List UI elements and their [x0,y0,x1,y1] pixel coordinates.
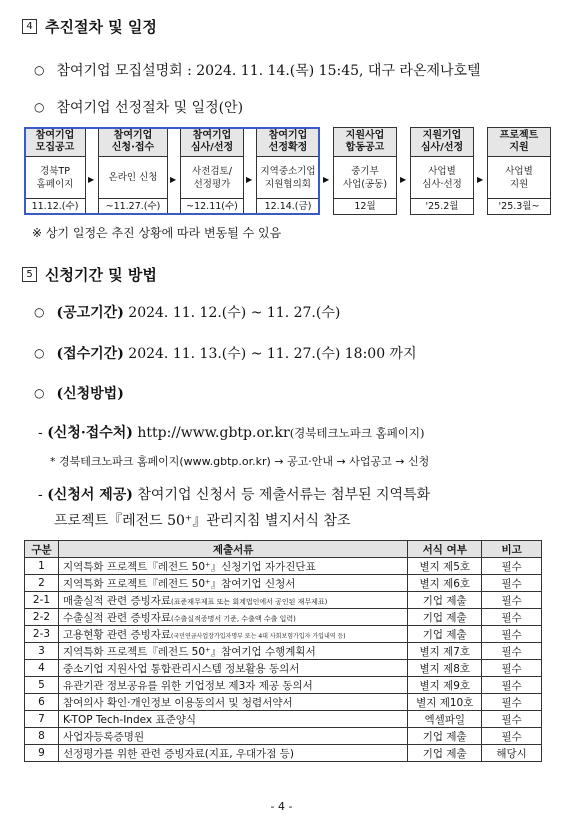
doc-note-small: (수출실적증명서 기준, 수출액 수출 입력) [171,614,296,623]
body-line2: 지원협의회 [265,178,311,190]
doc-note-small: (국민연금사업장가입자명부 또는 4대 사회보험가입자 가입내역 등) [171,632,346,640]
table-header-row [25,541,542,558]
circle-bullet: ○ [34,63,45,77]
head-line2: 신청·접수 [111,142,155,153]
receipt-period-text: 2024. 11. 13.(수) ~ 11. 27.(수) 18:00 까지 [128,346,417,362]
flow-step-date: 12.14.(금) [256,199,320,215]
flow-step-body [333,157,397,199]
schedule-text: 참여기업 선정절차 및 일정(안) [56,100,244,116]
flow-step-date: '25.3월~ [487,199,551,215]
cell-doc [58,728,407,745]
cell-form: 기업 제출 [408,626,482,643]
section-title: 신청기간 및 방법 [45,266,157,284]
head-line1: 참여기업 [268,130,308,141]
table-row [25,626,542,643]
flow-step [333,127,397,215]
bullet-receipt-period [34,343,417,363]
form-provision-line2: 프로젝트『레전드 50⁺』관리지침 별지서식 참조 [54,513,351,529]
bullet-briefing [34,60,481,80]
table-row [25,558,542,575]
header-no: 구분 [25,541,59,558]
flow-step-head [98,127,168,157]
flow-step [24,127,86,215]
table-row [25,728,542,745]
cell-form: 별지 제7호 [408,643,482,660]
doc-note-small: (표준재무제표 또는 회계법인에서 공인된 재무제표) [171,597,328,606]
table-row [25,575,542,592]
table-row [25,745,542,762]
doc-text: 수출실적 관련 증빙자료 [62,611,172,624]
triangle-right-icon: ▶ [88,175,95,184]
flow-step-date: ~12.11(수) [180,199,244,215]
flow-step-head [180,127,244,157]
head-line1: 지원기업 [422,130,462,141]
dash-receipt-place: - (신청·접수처) http://www.gbtp.or.kr(경북테크노파크 홈페이지) [38,425,425,441]
head-line1: 지원사업 [345,130,385,141]
cell-form: 별지 제10호 [408,694,482,711]
body-line1: 사전검토/ [192,165,232,177]
section-number-box: 5 [22,267,37,282]
body-line2: 지원 [509,178,529,190]
cell-doc [58,745,407,762]
section-5-heading [22,264,157,285]
flow-step-head [333,127,397,157]
cell-form: 엑셀파일 [408,711,482,728]
flow-step-date: ~11.27.(수) [98,199,168,215]
triangle-right-icon: ▶ [246,175,253,184]
body-line1: 경북TP [40,165,70,177]
receipt-place-suffix: (경북테크노파크 홈페이지) [289,426,425,440]
process-flow [24,127,554,215]
page-number: - 4 - [270,800,293,813]
bullet-application-method [34,383,124,403]
cell-note: 필수 [482,643,542,660]
body-line1: 중기부 [351,165,379,177]
flow-step [487,127,551,215]
section-title: 추진절차 및 일정 [45,18,157,36]
flow-step-body [487,157,551,199]
cell-form: 기업 제출 [408,745,482,762]
cell-no: 3 [25,643,59,660]
triangle-right-icon: ▶ [477,175,484,184]
table-row [25,592,542,609]
circle-bullet: ○ [34,100,45,114]
cell-note: 필수 [482,677,542,694]
cell-note: 필수 [482,626,542,643]
cell-note: 필수 [482,592,542,609]
receipt-period-label: (접수기간) [56,346,124,362]
cell-form: 별지 제5호 [408,558,482,575]
briefing-text: 참여기업 모집설명회 : 2024. 11. 14.(목) 15:45, 대구 라온제나호텔 [56,63,481,79]
cell-no: 2-3 [25,626,59,643]
flow-step-body [410,157,474,199]
body-line2: 선정평가 [193,178,231,190]
receipt-place-label: (신청·접수처) [47,425,133,441]
body-line1: 온라인 신청 [108,172,158,183]
doc-text: K-TOP Tech-Index 표준양식 [62,713,197,726]
dash-form-provision: - (신청서 제공) 참여기업 신청서 등 제출서류는 첨부된 지역특화 [38,487,431,503]
schedule-note: ※ 상기 일정은 추진 상황에 따라 변동될 수 있음 [32,226,282,240]
cell-doc [58,558,407,575]
circle-bullet: ○ [34,346,45,360]
head-line2: 선정확정 [268,142,308,153]
doc-text: 지역특화 프로젝트『레전드 50⁺』참여기업 신청서 [62,577,296,590]
body-line2: 사업(공동) [342,178,388,190]
cell-note: 필수 [482,728,542,745]
section-number-box: 4 [22,19,37,34]
head-line1: 참여기업 [192,130,232,141]
head-line2: 심사/선정 [190,142,234,153]
head-line1: 참여기업 [113,130,153,141]
cell-no: 5 [25,677,59,694]
cell-no: 6 [25,694,59,711]
flow-step-body [98,157,168,199]
cell-no: 2-2 [25,609,59,626]
flow-step [98,127,168,215]
head-line1: 참여기업 [35,130,75,141]
doc-text: 지역특화 프로젝트『레전드 50⁺』참여기업 수행계획서 [62,645,316,658]
doc-text: 선정평가를 위한 관련 증빙자료(지표, 우대가점 등) [62,747,295,760]
table-row [25,677,542,694]
header-note: 비고 [482,541,542,558]
application-method-label: (신청방법) [56,386,124,402]
cell-note: 필수 [482,694,542,711]
cell-doc [58,626,407,643]
flow-step [180,127,244,215]
circle-bullet: ○ [34,386,45,400]
body-line2: 홈페이지 [36,178,74,190]
table-row [25,643,542,660]
body-line2: 심사·선정 [422,178,462,190]
cell-no: 1 [25,558,59,575]
flow-step-body [256,157,320,199]
cell-no: 9 [25,745,59,762]
cell-form: 별지 제8호 [408,660,482,677]
body-line1: 지역중소기업 [260,165,316,177]
flow-step-head [487,127,551,157]
doc-text: 사업자등록증명원 [62,730,145,743]
body-line1: 사업별 [505,165,533,177]
head-line2: 심사/선정 [420,142,464,153]
cell-doc [58,592,407,609]
doc-text: 고용현황 관련 증빙자료 [62,628,172,641]
header-document: 제출서류 [58,541,407,558]
head-line2: 지원 [509,142,529,153]
doc-text: 유관기관 정보공유를 위한 기업정보 제3자 제공 동의서 [62,679,313,692]
cell-form: 기업 제출 [408,728,482,745]
flow-step-date: 11.12.(수) [24,199,86,215]
cell-no: 7 [25,711,59,728]
table-row [25,660,542,677]
form-provision-label: (신청서 제공) [47,487,133,503]
flow-step-body [24,157,86,199]
cell-doc [58,575,407,592]
table-row [25,694,542,711]
cell-form: 기업 제출 [408,609,482,626]
head-line2: 모집공고 [35,142,75,153]
flow-step-head [256,127,320,157]
doc-text: 매출실적 관련 증빙자료 [62,594,172,607]
head-line1: 프로젝트 [499,130,539,141]
gbtp-url-link[interactable]: http://www.gbtp.or.kr [137,425,290,441]
doc-text: 지역특화 프로젝트『레전드 50⁺』신청기업 자가진단표 [62,560,316,573]
doc-text: 참여의사 확인·개인정보 이용동의서 및 청렴서약서 [62,696,293,709]
body-line1: 사업별 [428,165,456,177]
triangle-right-icon: ▶ [323,175,330,184]
section-4-heading [22,16,157,37]
table-row [25,609,542,626]
cell-no: 4 [25,660,59,677]
flow-step-date: '25.2월 [410,199,474,215]
cell-doc [58,677,407,694]
cell-note: 필수 [482,575,542,592]
submission-documents-table [24,540,542,762]
bullet-schedule [34,97,243,117]
triangle-right-icon: ▶ [400,175,407,184]
cell-note: 필수 [482,609,542,626]
cell-doc [58,694,407,711]
notice-period-label: (공고기간) [56,305,124,321]
cell-no: 2-1 [25,592,59,609]
cell-form: 기업 제출 [408,592,482,609]
cell-note: 필수 [482,660,542,677]
flow-step [256,127,320,215]
cell-doc [58,660,407,677]
head-line2: 합동공고 [345,142,385,153]
application-path: * 경북테크노파크 홈페이지(www.gbtp.or.kr) → 공고·안내 → 사업공고 → 신청 [50,455,430,468]
cell-no: 2 [25,575,59,592]
cell-doc [58,643,407,660]
notice-period-text: 2024. 11. 12.(수) ~ 11. 27.(수) [128,305,341,321]
cell-doc [58,711,407,728]
triangle-right-icon: ▶ [170,175,177,184]
flow-step-head [410,127,474,157]
doc-text: 중소기업 지원사업 통합관리시스템 정보활용 동의서 [62,662,300,675]
cell-note: 필수 [482,711,542,728]
flow-step-date: 12월 [333,199,397,215]
cell-doc [58,609,407,626]
cell-form: 별지 제9호 [408,677,482,694]
circle-bullet: ○ [34,305,45,319]
header-form: 서식 여부 [408,541,482,558]
flow-step-body [180,157,244,199]
cell-no: 8 [25,728,59,745]
cell-note: 필수 [482,558,542,575]
table-row [25,711,542,728]
form-provision-line1: 참여기업 신청서 등 제출서류는 첨부된 지역특화 [137,487,431,503]
cell-note: 해당시 [482,745,542,762]
cell-form: 별지 제6호 [408,575,482,592]
flow-step [410,127,474,215]
bullet-notice-period [34,302,340,322]
flow-step-head [24,127,86,157]
